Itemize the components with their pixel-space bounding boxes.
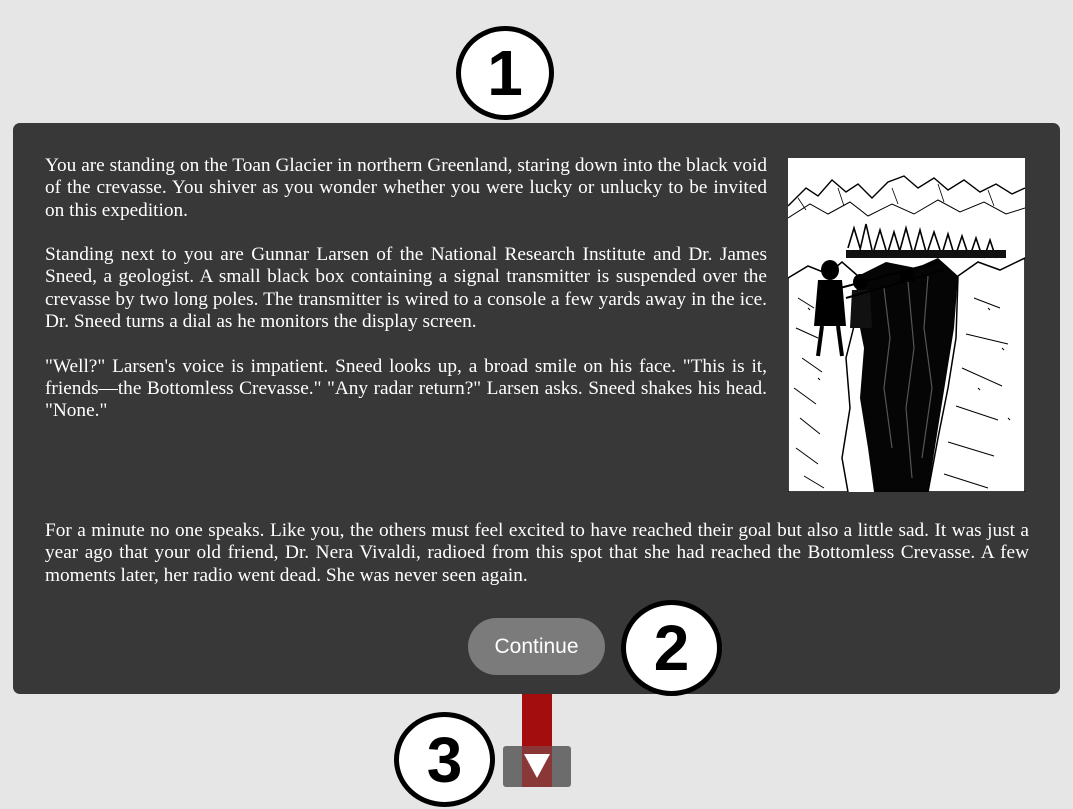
- story-paragraph-2: Standing next to you are Gunnar Larsen of the National Research Institute and Dr. James Sneed, a geologist. A small black box containing a signal transmitter is suspended over the crevasse by two long poles. The transmitter is wired to a console a few yards away in the ice. Dr. Sneed turns a dial as he monitors the display screen.: [45, 244, 767, 333]
- down-triangle-icon: [524, 754, 550, 778]
- story-text: [45, 155, 767, 423]
- continue-button[interactable]: Continue: [468, 618, 605, 675]
- callout-number-3: 3: [394, 712, 495, 807]
- crevasse-illustration: [788, 158, 1025, 492]
- story-paragraph-3: "Well?" Larsen's voice is impatient. Sneed looks up, a broad smile on his face. "This is it, friends—the Bottomless Crevasse." "Any radar return?" Larsen asks. Sneed shakes his head. "None.": [45, 355, 767, 422]
- story-paragraph-1: You are standing on the Toan Glacier in northern Greenland, staring down into the black void of the crevasse. You shiver as you wonder whether you were lucky or unlucky to be invited on this expedition.: [45, 155, 767, 221]
- story-paragraph-4: For a minute no one speaks. Like you, the others must feel excited to have reached their goal but also a little sad. It was just a year ago that your old friend, Dr. Nera Vivaldi, radioed from this spot that she had reached the Bottomless Crevasse. A few moments later, her radio went dead. She was never seen again.: [45, 520, 1029, 586]
- callout-number-2: 2: [621, 600, 722, 696]
- callout-number-1: 1: [456, 26, 554, 120]
- story-panel: [13, 123, 1060, 694]
- scroll-down-button[interactable]: [503, 746, 571, 787]
